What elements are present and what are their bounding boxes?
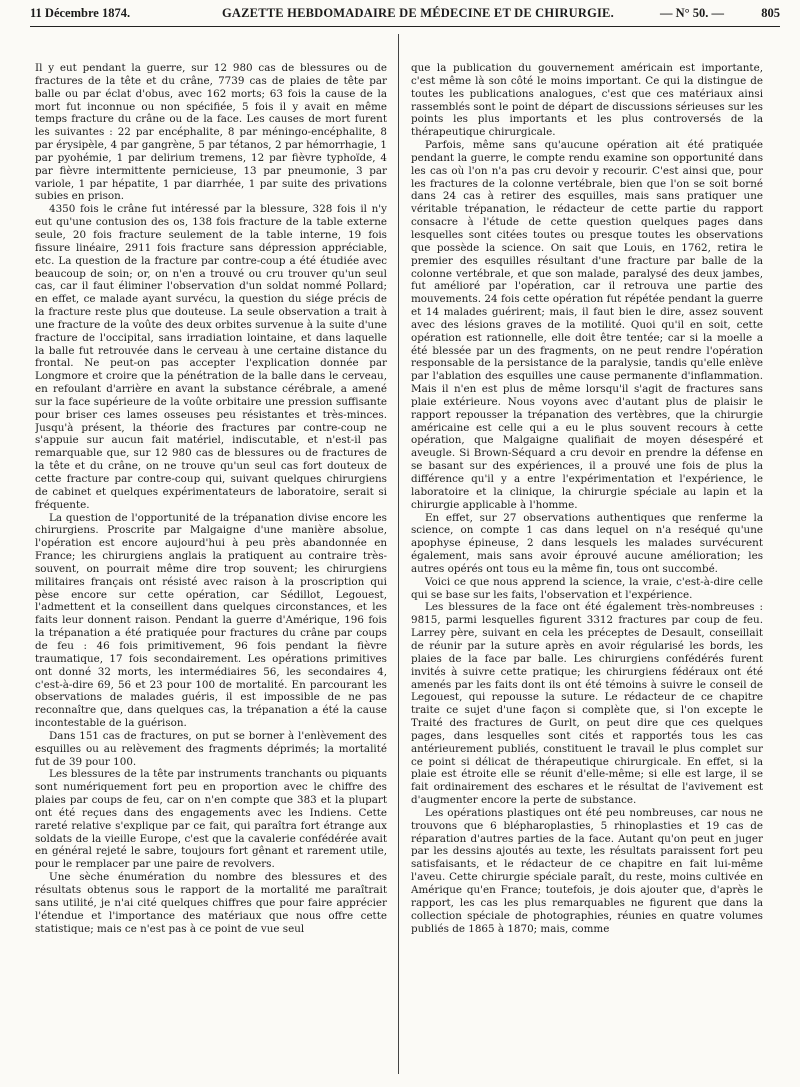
paragraph: que la publication du gouvernement américain est importante, c'est même là son côté le moins important. Ce qui la distingue de toutes les publications analogues, c'est que ces matériaux ainsi rassemblés sont le point de départ de discussions sérieuses sur les points les plus importants et les plus controversés de la thérapeutique chirurgicale. <box>411 62 763 139</box>
page-number: 805 <box>761 6 780 20</box>
paragraph: Les blessures de la tête par instruments tranchants ou piquants sont numériquement fort peu en proportion avec le chiffre des plaies par coups de feu, car on n'en compte que 383 et la plupart ont été reçues dans des engagements avec les Indiens. Cette rareté relative s'explique par ce fait, qui paraîtra fort étrange aux soldats de la vieille Europe, c'est que la cavalerie confédérée avait en général rejeté le sabre, toujours fort gênant et rarement utile, pour le remplacer par une paire de revolvers. <box>35 768 387 871</box>
paragraph: Les blessures de la face ont été également très-nombreuses : 9815, parmi lesquelles figurent 3312 fractures par coup de feu. Larrey père, suivant en cela les préceptes de Desault, conseillait de réunir par la suture après en avoir régularisé les bords, les plaies de la face par balle. Les chirurgiens confédérés furent invités à suivre cette pratique; les chirurgiens fédéraux ont été amenés par les faits dont ils ont été témoins à suivre le conseil de Legouest, qui repousse la suture. Le rédacteur de ce chapitre traite ce sujet d'une façon si complète que, si l'on excepte le Traité des fractures de Gurlt, on peut dire que ces quelques pages, dans lesquelles sont cités et rapportés tous les cas antérieurement publiés, constituent le travail le plus complet sur ce point si délicat de thérapeutique chirurgicale. En effet, si la plaie est étroite elle se réunit d'elle-même; si elle est large, il se fait ordinairement des eschares et le résultat de l'avivement est d'augmenter encore la perte de substance. <box>411 601 763 807</box>
issue-number: — N° 50. — <box>660 6 725 20</box>
paragraph: En effet, sur 27 observations authentiques que renferme la science, on compte 1 cas dans lequel on n'a reséqué qu'une apophyse épineuse, 2 dans lesquels les malades survécurent également, mais sans avoir éprouvé aucune amélioration; les autres opérés ont tous eu la même fin, tous ont succombé. <box>411 511 763 575</box>
paragraph: Une sèche énumération du nombre des blessures et des résultats obtenus sous le rapport de la mortalité me paraîtrait sans utilité, je n'ai cité quelques chiffres que pour faire apprécier l'étendue et l'importance des matériaux que nous offre cette statistique; mais ce n'est pas à ce point de vue seul <box>35 871 387 935</box>
column-divider <box>398 34 399 1074</box>
issue-date: 11 Décembre 1874. <box>30 6 131 20</box>
paragraph: La question de l'opportunité de la trépanation divise encore les chirurgiens. Proscrite par Malgaigne d'une manière absolue, l'opération est encore aujourd'hui à peu près abandonnée en France; les chirurgiens anglais la pratiquent au contraire très-souvent, on pourrait même dire trop souvent; les chirurgiens militaires français ont résisté avec raison à la proscription qui pèse encore sur cette opération, car Sédillot, Legouest, l'admettent et la conseillent dans quelques circonstances, et les faits leur donnent raison. Pendant la guerre d'Amérique, 196 fois la trépanation a été pratiquée pour fractures du crâne par coups de feu : 46 fois primitivement, 96 fois pendant la fièvre traumatique, 17 fois secondairement. Les opérations primitives ont donné 32 morts, les intermédiaires 56, les secondaires 4, c'est-à-dire 69, 56 et 23 pour 100 de mortalité. En parcourant les observations de malades guéris, il est impossible de ne pas reconnaître que, dans quelques cas, la trépanation a été la cause incontestable de la guérison. <box>35 511 387 730</box>
left-column <box>35 62 387 1082</box>
paragraph: Les opérations plastiques ont été peu nombreuses, car nous ne trouvons que 6 blépharoplasties, 5 rhinoplasties et 19 cas de réparation d'autres parties de la face. Autant qu'on peut en juger par les dessins ajoutés au texte, les résultats paraissent fort peu satisfaisants, et le rédacteur de ce chapitre en fait lui-même l'aveu. Cette chirurgie spéciale paraît, du reste, moins cultivée en Amérique qu'en France; toutefois, je dois ajouter que, d'après le rapport, les cas les plus remarquables ne figurent que dans la collection spéciale de photographies, réunies en quatre volumes publiés de 1865 à 1870; mais, comme <box>411 806 763 935</box>
paragraph: Dans 151 cas de fractures, on put se borner à l'enlèvement des esquilles ou au relèvement des fragments déprimés; la mortalité fut de 39 pour 100. <box>35 729 387 768</box>
page-header <box>30 4 780 27</box>
right-column <box>411 62 763 1082</box>
paragraph: Voici ce que nous apprend la science, la vraie, c'est-à-dire celle qui se base sur les faits, l'observation et l'expérience. <box>411 575 763 601</box>
paragraph: Il y eut pendant la guerre, sur 12 980 cas de blessures ou de fractures de la tête et du crâne, 7739 cas de plaies de tête par balle ou par éclat d'obus, avec 162 morts; 63 fois la cause de la mort fut inconnue ou non spécifiée, 5 fois il y avait en même temps fracture du crâne ou de la face. Les causes de mort furent les suivantes : 22 par encéphalite, 8 par méningo-encéphalite, 8 par érysipèle, 4 par gangrène, 5 par tétanos, 2 par hémorrhagie, 1 par pyohémie, 1 par delirium tremens, 12 par fièvre typhoïde, 4 par fièvre intermittente pernicieuse, 13 par pneumonie, 3 par variole, 1 par hépatite, 1 par diarrhée, 1 par suite des privations subies en prison. <box>35 62 387 203</box>
paragraph: Parfois, même sans qu'aucune opération ait été pratiquée pendant la guerre, le compte rendu examine son opportunité dans les cas où l'on n'a pas cru devoir y recourir. C'est ainsi que, pour les fractures de la colonne vertébrale, bien que l'on se soit borné dans 24 cas à retirer des esquilles, mais sans pratiquer une véritable trépanation, le rédacteur de cette partie du rapport consacre à l'étude de cette question quelques pages dans lesquelles sont citées toutes ou presque toutes les observations que possède la science. On sait que Louis, en 1762, retira le premier des esquilles résultant d'une fracture par balle de la colonne vertébrale, et que son malade, paralysé des deux jambes, fut amélioré par l'opération, car il retrouva une partie des mouvements. 24 fois cette opération fut répétée pendant la guerre et 14 malades guérirent; mais, il faut bien le dire, assez souvent avec des lésions graves de la motilité. Quoi qu'il en soit, cette opération est rationnelle, elle doit être tentée; car si la moelle a été blessée par un des fragments, on ne peut rendre l'opération responsable de la persistance de la paralysie, tandis qu'elle enlève par l'ablation des esquilles une cause permanente d'inflammation. Mais il n'en est plus de même lorsqu'il s'agit de fractures sans plaie extérieure. Nous voyons avec d'autant plus de plaisir le rapport repousser la trépanation des vertèbres, que la chirurgie américaine est celle qui a eu le plus souvent recours à cette opération, que Malgaigne qualifiait de moyen désespéré et aveugle. Si Brown-Séquard a cru devoir en prendre la défense en se basant sur des expériences, il a prouvé une fois de plus la différence qu'il y a entre l'expérimentation et l'expérience, le laboratoire et la clinique, la chirurgie spéciale au lapin et la chirurgie applicable à l'homme. <box>411 139 763 511</box>
paragraph: 4350 fois le crâne fut intéressé par la blessure, 328 fois il n'y eut qu'une contusion des os, 138 fois fracture de la table externe seule, 20 fois fracture seulement de la table interne, 19 fois fissure linéaire, 2911 fois fracture sans dépression appréciable, etc. La question de la fracture par contre-coup a été étudiée avec beaucoup de soin; or, on n'en a trouvé ou cru trouver qu'un seul cas, car il faut éliminer l'observation d'un soldat nommé Pollard; en effet, ce malade ayant survécu, la question du siége précis de la fracture reste plus que douteuse. La seule observation a trait à une fracture de la voûte des deux orbites survenue à la suite d'une fracture de l'occipital, sans irradiation lointaine, et dans laquelle la balle fut retrouvée dans le cerveau à une certaine distance du frontal. Ne peut-on pas accepter l'explication donnée par Longmore et croire que la pénétration de la balle dans le cerveau, en refoulant d'arrière en avant la substance cérébrale, a amené sur la face supérieure de la voûte orbitaire une pression suffisante pour briser ces lames osseuses peu résistantes et très-minces. Jusqu'à présent, la théorie des fractures par contre-coup ne s'appuie sur aucun fait matériel, indiscutable, et n'est-il pas remarquable que, sur 12 980 cas de blessures ou de fractures de la tête et du crâne, on ne trouve qu'un seul cas fort douteux de cette fracture par contre-coup qui, suivant quelques chirurgiens de cabinet et quelques expérimentateurs de laboratoire, serait si fréquente. <box>35 203 387 511</box>
journal-title: GAZETTE HEBDOMADAIRE DE MÉDECINE ET DE CHIRURGIE. <box>222 6 614 20</box>
